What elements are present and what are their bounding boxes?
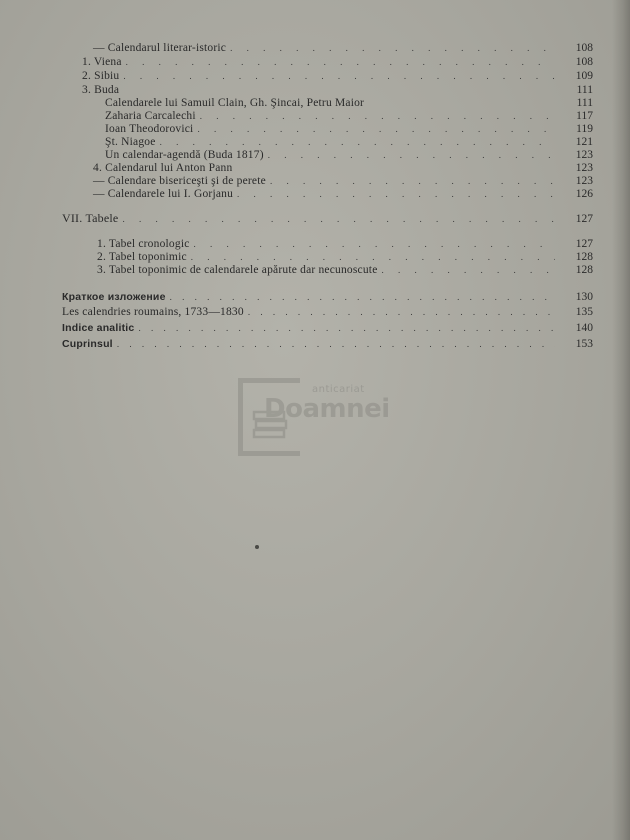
toc-entry-label: 2. Sibiu [82,70,120,82]
toc-entry-label: Calendarele lui Samuil Clain, Gh. Şincai, Petru Maior [105,97,365,109]
toc-entry [105,149,593,161]
toc-section-label: Cuprinsul [62,338,113,350]
watermark-brand-text: Doamnei [264,394,390,424]
toc-entry [82,56,593,68]
toc-entry-label: 2. Tabel toponimic [97,251,187,263]
leader-dots [122,213,555,225]
toc-entry-label: Un calendar-agendă (Buda 1817) [105,149,264,161]
leader-dots [126,56,555,68]
toc-entry-page: 123 [575,162,593,174]
toc-entry-page: 127 [575,238,593,250]
toc-entry-page: 135 [575,306,593,318]
toc-entry-label: — Calendare bisericeşti şi de perete [93,175,266,187]
toc-entry-label: 3. Buda [82,84,120,96]
toc-entry-label: 1. Viena [82,56,122,68]
toc-entry-label: 4. Calendarul lui Anton Pann [93,162,233,174]
toc-entry-page: 128 [575,251,593,263]
toc-entry-label: — Calendarele lui I. Gorjanu [93,188,234,200]
watermark-small-text: anticariat [312,384,365,395]
toc-entry-page: 126 [575,188,593,200]
paper-speck [255,545,259,549]
toc-entry [105,136,593,148]
toc-section-label: Краткое изложение [62,291,166,303]
toc-entry-page: 121 [575,136,593,148]
toc-entry-page: 130 [575,291,593,303]
leader-dots [270,175,555,187]
toc-entry [97,251,593,263]
toc-entry [93,42,593,54]
toc-entry-page: 123 [575,149,593,161]
leader-dots [268,149,555,161]
toc-section-label: Indice analitic [62,322,135,334]
toc-section-label: Les calendries roumains, 1733—1830 [62,306,244,318]
toc-entry-page: 108 [575,42,593,54]
leader-dots [197,123,555,135]
toc-entry [93,162,593,174]
toc-entry-label: Zaharia Carcalechi [105,110,196,122]
watermark [238,378,398,458]
toc-entry-page: 123 [575,175,593,187]
toc-entry-page: 153 [575,338,593,350]
toc-entry-label: 1. Tabel cronologic [97,238,190,250]
toc-entry [97,238,593,250]
leader-dots [191,251,555,263]
leader-dots [248,306,555,318]
toc-entry [105,97,593,109]
toc-entry-page: 111 [576,97,593,109]
leader-dots [170,291,555,303]
toc-entry-page: 109 [575,70,593,82]
leader-dots [123,70,555,82]
toc-section-label: VII. Tabele [62,211,119,225]
toc-section [62,338,593,350]
toc-entry-page: 128 [575,264,593,276]
toc-entry-page: 140 [575,322,593,334]
leader-dots [200,110,555,122]
toc-entry-page: 119 [576,123,593,135]
toc-section [62,291,593,303]
toc-section [62,306,593,318]
toc-entry [93,175,593,187]
toc-entry [105,123,593,135]
leader-dots [160,136,555,148]
toc-entry-page: 108 [575,56,593,68]
leader-dots [230,42,555,54]
leader-dots [194,238,555,250]
toc-entry-page: 127 [575,213,593,225]
toc-section [62,212,593,225]
toc-entry-label: Şt. Niagoe [105,136,156,148]
leader-dots [117,338,555,350]
toc-entry-page: 111 [576,84,593,96]
toc-section [62,322,593,334]
toc-entry-label: 3. Tabel toponimic de calendarele apărute dar necunoscute [97,264,378,276]
leader-dots [382,264,555,276]
toc-entry-label: Ioan Theodorovici [105,123,194,135]
toc-entry-label: — Calendarul literar-istoric [93,42,227,54]
toc-entry [93,188,593,200]
toc-entry [82,70,593,82]
page-edge-shadow [612,0,630,840]
toc-entry [105,110,593,122]
leader-dots [138,322,555,334]
toc-entry [97,264,593,276]
toc-entry-page: 117 [576,110,593,122]
leader-dots [237,188,555,200]
toc-entry [82,84,593,96]
